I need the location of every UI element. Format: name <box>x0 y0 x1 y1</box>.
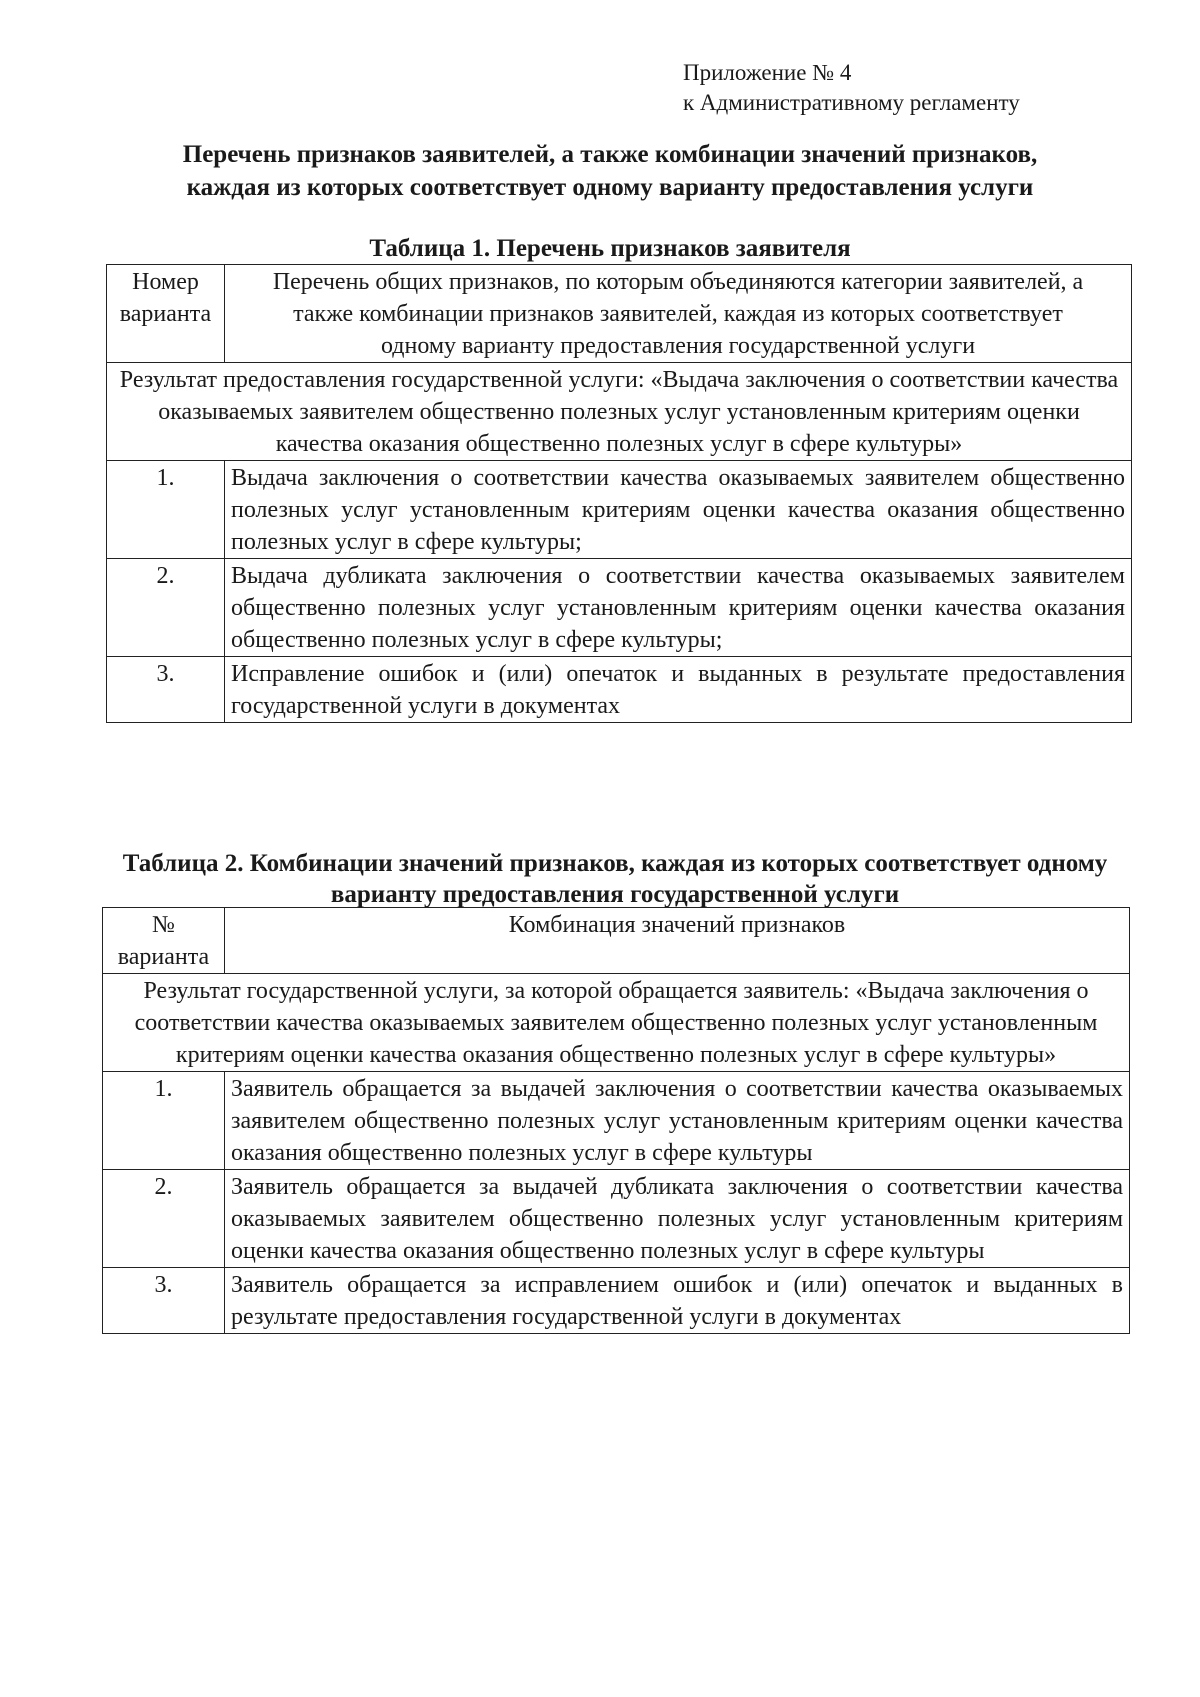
table-1-row-number: 1. <box>107 461 225 559</box>
appendix-number: Приложение № 4 <box>683 60 852 85</box>
table-row <box>107 461 1132 559</box>
table-2-result-text: Результат государственной услуги, за которой обращается заявитель: «Выдача заключения о соответствии качества оказываемых заявителем общественно полезных услуг установленным критериям оценки качества оказания общественно полезных услуг в сфере культуры» <box>103 974 1130 1072</box>
table-1-applicant-features <box>106 264 1132 723</box>
table-2-header-variant-number: № варианта <box>103 908 225 974</box>
table-1-result-text: Результат предоставления государственной услуги: «Выдача заключения о соответствии качества оказываемых заявителем общественно полезных услуг установленным критериям оценки качества оказания общественно полезных услуг в сфере культуры» <box>107 363 1132 461</box>
table-2-row-number: 2. <box>103 1170 225 1268</box>
table-2-row-text: Заявитель обращается за выдачей дубликата заключения о соответствии качества оказываемых заявителем общественно полезных услуг установленным критериям оценки качества оказания общественно полезных услуг в сфере культуры <box>225 1170 1130 1268</box>
document-title-line-2: каждая из которых соответствует одному варианту предоставления услуги <box>186 174 1034 201</box>
table-2-feature-combinations <box>102 907 1130 1334</box>
table-1-row-number: 2. <box>107 559 225 657</box>
table-row <box>107 657 1132 723</box>
table-row <box>103 1170 1130 1268</box>
table-2-row-number: 3. <box>103 1268 225 1334</box>
table-1-header-features-list: Перечень общих признаков, по которым объединяются категории заявителей, а также комбинации признаков заявителей, каждая из которых соответствует одному варианту предоставления государственной услуги <box>225 265 1132 363</box>
table-1-row-text: Выдача заключения о соответствии качества оказываемых заявителем общественно полезных услуг установленным критериям оценки качества оказания общественно полезных услуг в сфере культуры; <box>225 461 1132 559</box>
appendix-reference: к Административному регламенту <box>683 90 1020 115</box>
table-2-row-text: Заявитель обращается за исправлением ошибок и (или) опечаток и выданных в результате предоставления государственной услуги в документах <box>225 1268 1130 1334</box>
table-row <box>107 559 1132 657</box>
table-2-result-row <box>103 974 1130 1072</box>
table-row <box>103 1268 1130 1334</box>
table-1-row-text: Исправление ошибок и (или) опечаток и выданных в результате предоставления государственной услуги в документах <box>225 657 1132 723</box>
appendix-note <box>683 58 1020 118</box>
document-title-line-1: Перечень признаков заявителей, а также комбинации значений признаков, <box>182 141 1038 168</box>
table-2-header-row <box>103 908 1130 974</box>
table-1-row-number: 3. <box>107 657 225 723</box>
document-title <box>100 138 1120 204</box>
table-1-header-variant-number: Номер варианта <box>107 265 225 363</box>
table-2-row-text: Заявитель обращается за выдачей заключения о соответствии качества оказываемых заявителем общественно полезных услуг установленным критериям оценки качества оказания общественно полезных услуг в сфере культуры <box>225 1072 1130 1170</box>
table-1-result-row <box>107 363 1132 461</box>
table-row <box>103 1072 1130 1170</box>
table-1-caption: Таблица 1. Перечень признаков заявителя <box>369 235 851 262</box>
table-2-caption: Таблица 2. Комбинации значений признаков, каждая из которых соответствует одному варианту предоставления государственной услуги <box>122 850 1108 908</box>
table-1-row-text: Выдача дубликата заключения о соответствии качества оказываемых заявителем общественно полезных услуг установленным критериям оценки качества оказания общественно полезных услуг в сфере культуры; <box>225 559 1132 657</box>
table-2-header-combination: Комбинация значений признаков <box>225 908 1130 974</box>
table-1-header-row <box>107 265 1132 363</box>
table-2-row-number: 1. <box>103 1072 225 1170</box>
